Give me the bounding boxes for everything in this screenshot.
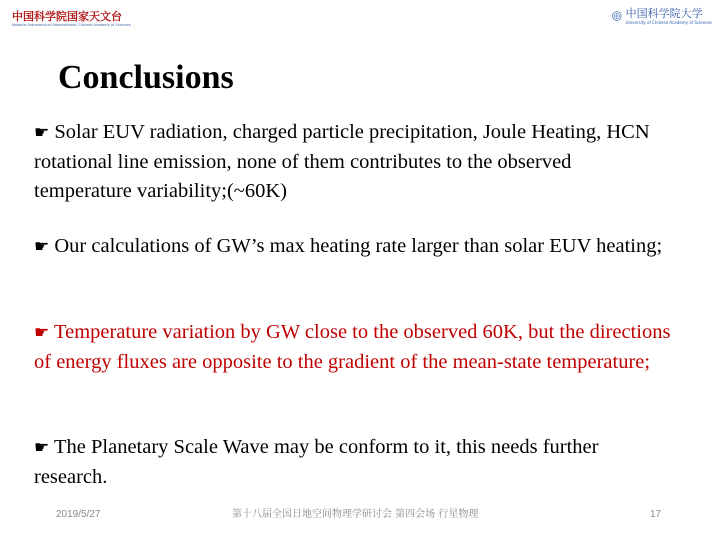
pointing-hand-icon: ☛	[34, 123, 50, 143]
pointing-hand-icon: ☛	[34, 323, 50, 343]
bullet-3	[34, 318, 674, 377]
pointing-hand-icon: ☛	[34, 438, 50, 458]
naoc-name-en: National Astronomical Observatories, Chinese Academy of Sciences	[12, 23, 131, 27]
slide-title: Conclusions	[58, 59, 234, 96]
bullet-2-text: Our calculations of GW’s max heating rate larger than solar EUV heating;	[49, 235, 663, 257]
naoc-name-cn: 中国科学院国家天文台	[12, 10, 122, 23]
footer-event: 第十八届全国日地空间物理学研讨会 第四会场 行星物理	[232, 509, 479, 520]
bullet-2	[34, 232, 674, 262]
ucas-name-en: University of Chinese Academy of Sciences	[625, 20, 712, 25]
ucas-name-cn: 中国科学院大学	[625, 7, 703, 20]
naoc-logo	[8, 10, 130, 34]
footer-date: 2019/5/27	[56, 509, 101, 520]
bullet-3-text: Temperature variation by GW close to the observed 60K, but the directions of energy fluxes are opposite to the gradient of the mean-state temperature;	[34, 321, 671, 373]
page-number: 17	[650, 509, 662, 520]
bullet-4	[34, 433, 674, 492]
ucas-logo	[612, 4, 712, 28]
bullet-1-text: Solar EUV radiation, charged particle precipitation, Joule Heating, HCN rotational line emission, none of them contributes to the observed temperature variability;(~60K)	[34, 121, 650, 202]
bullet-4-text: The Planetary Scale Wave may be conform to it, this needs further research.	[34, 436, 599, 488]
pointing-hand-icon: ☛	[34, 237, 50, 257]
bullet-1	[34, 118, 674, 206]
ucas-seal-icon	[612, 6, 622, 26]
